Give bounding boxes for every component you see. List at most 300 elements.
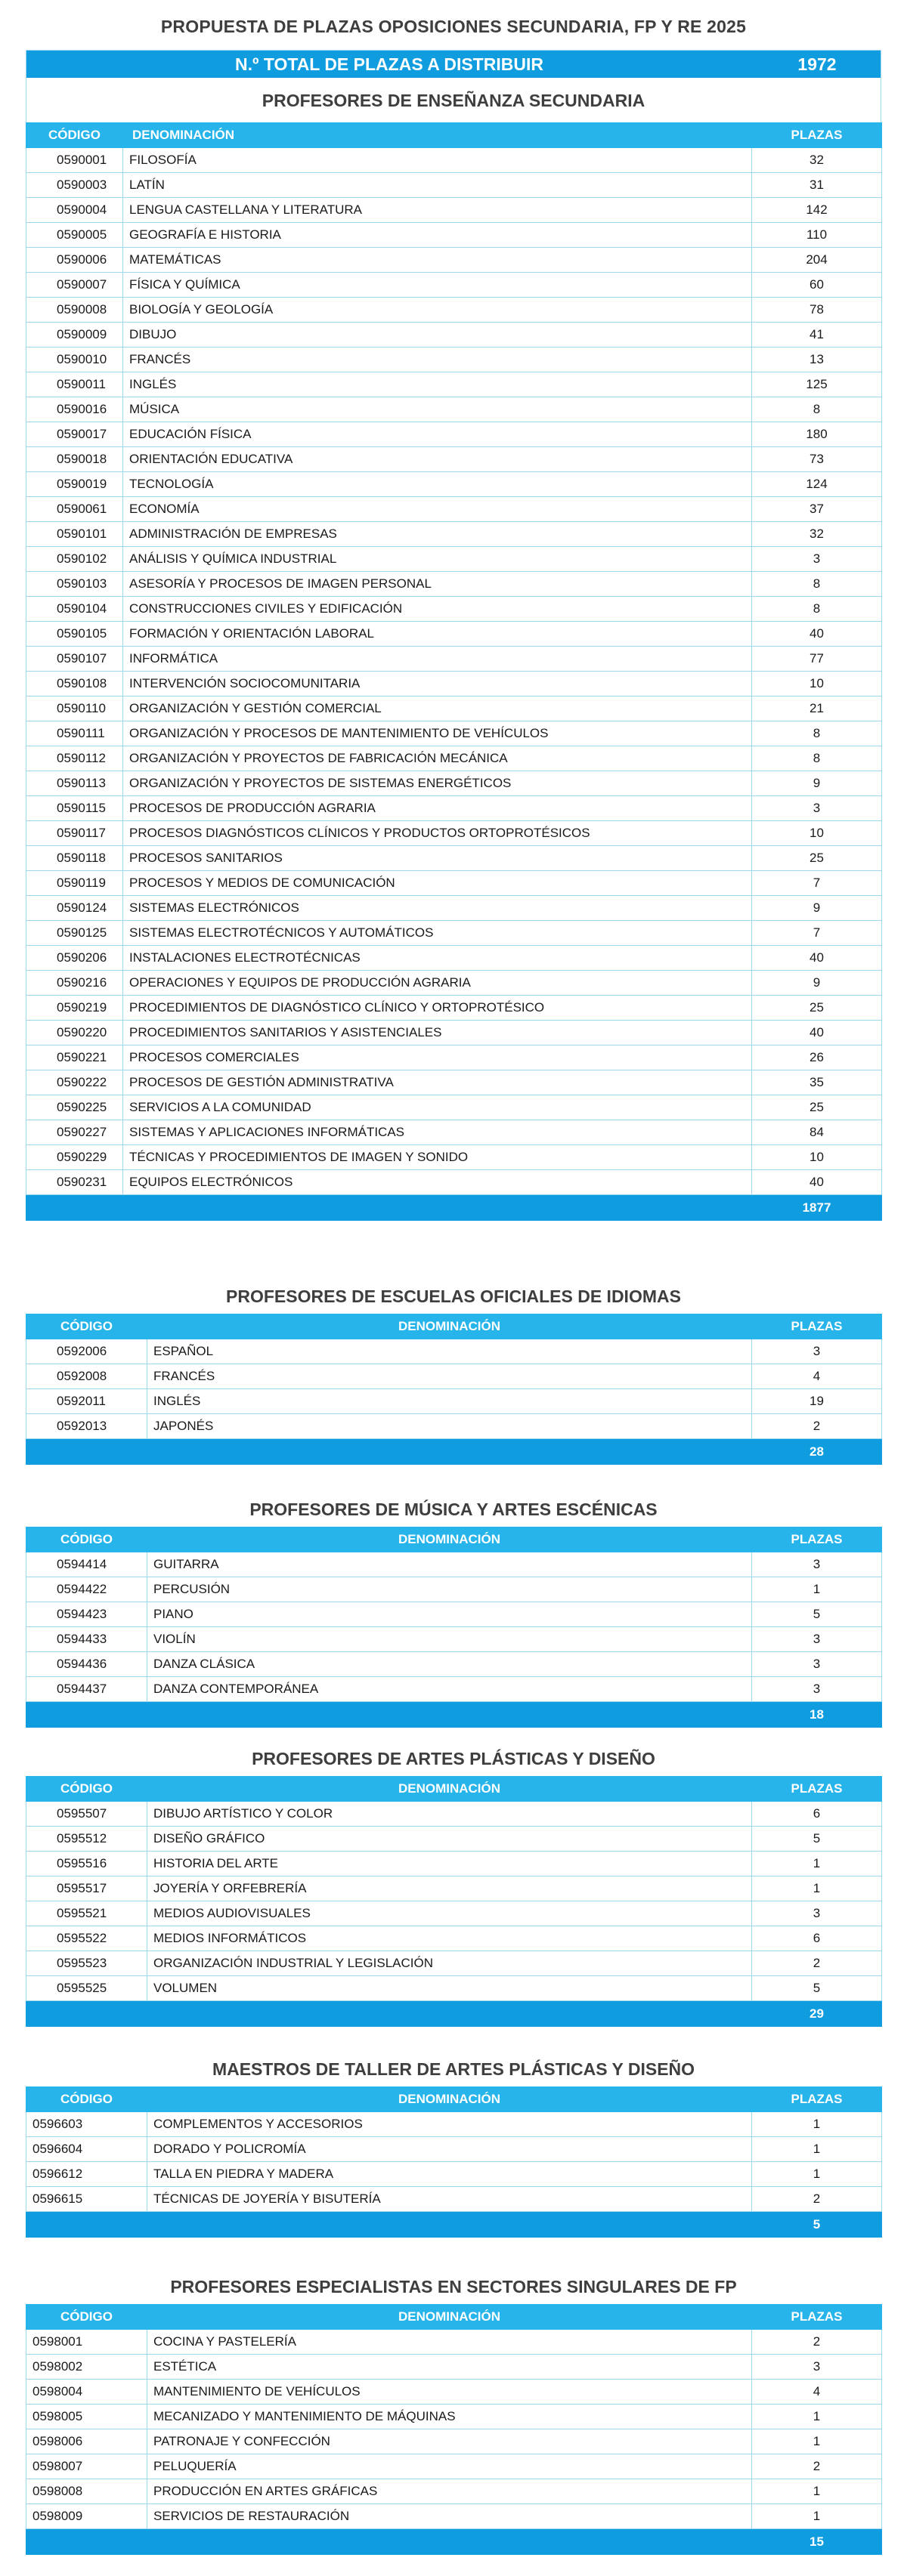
cell-code: 0590111 xyxy=(26,721,123,746)
cell-code: 0590101 xyxy=(26,522,123,547)
cell-code: 0590103 xyxy=(26,572,123,597)
cell-code: 0590003 xyxy=(26,173,123,198)
table-row xyxy=(26,422,882,447)
cell-seats: 1 xyxy=(752,2137,882,2162)
cell-code: 0592008 xyxy=(26,1364,147,1389)
cell-code: 0590229 xyxy=(26,1145,123,1170)
cell-seats: 2 xyxy=(752,1414,882,1439)
cell-name: ADMINISTRACIÓN DE EMPRESAS xyxy=(123,522,752,547)
table-row xyxy=(26,522,882,547)
cell-seats: 9 xyxy=(752,971,882,996)
cell-name: LATÍN xyxy=(123,173,752,198)
table-row xyxy=(26,622,882,647)
cell-seats: 1 xyxy=(752,2429,882,2454)
cell-name: ORGANIZACIÓN Y PROCESOS DE MANTENIMIENTO DE VEHÍCULOS xyxy=(123,721,752,746)
section-total: 18 xyxy=(752,1702,882,1728)
cell-code: 0595523 xyxy=(26,1951,147,1976)
section-1 xyxy=(26,50,881,1215)
cell-seats: 3 xyxy=(752,1627,882,1652)
cell-seats: 40 xyxy=(752,1021,882,1046)
column-header-code: CÓDIGO xyxy=(26,123,123,148)
cell-seats: 77 xyxy=(752,647,882,672)
section-title: PROFESORES DE ARTES PLÁSTICAS Y DISEÑO xyxy=(252,1749,655,1768)
cell-name: INTERVENCIÓN SOCIOCOMUNITARIA xyxy=(123,672,752,697)
cell-name: ORGANIZACIÓN INDUSTRIAL Y LEGISLACIÓN xyxy=(147,1951,752,1976)
cell-code: 0590108 xyxy=(26,672,123,697)
cell-code: 0594436 xyxy=(26,1652,147,1677)
cell-seats: 2 xyxy=(752,1951,882,1976)
cell-name: EQUIPOS ELECTRÓNICOS xyxy=(123,1170,752,1195)
table-row xyxy=(26,347,882,372)
cell-seats: 3 xyxy=(752,1552,882,1577)
cell-seats: 9 xyxy=(752,771,882,796)
table-row xyxy=(26,597,882,622)
cell-code: 0596612 xyxy=(26,2162,147,2187)
table-row xyxy=(26,1876,882,1901)
table-row xyxy=(26,1120,882,1145)
cell-seats: 41 xyxy=(752,323,882,347)
table-row xyxy=(26,2330,882,2355)
cell-seats: 142 xyxy=(752,198,882,223)
cell-code: 0590105 xyxy=(26,622,123,647)
cell-code: 0596604 xyxy=(26,2137,147,2162)
cell-name: FILOSOFÍA xyxy=(123,148,752,173)
section-total: 29 xyxy=(752,2001,882,2027)
total-row-spacer xyxy=(26,1702,752,1728)
table-row xyxy=(26,2137,882,2162)
cell-name: TALLA EN PIEDRA Y MADERA xyxy=(147,2162,752,2187)
table-row xyxy=(26,771,882,796)
cell-name: PROCEDIMIENTOS DE DIAGNÓSTICO CLÍNICO Y ORTOPROTÉSICO xyxy=(123,996,752,1021)
cell-code: 0595517 xyxy=(26,1876,147,1901)
cell-seats: 37 xyxy=(752,497,882,522)
cell-seats: 204 xyxy=(752,248,882,273)
table-row xyxy=(26,298,882,323)
cell-name: JOYERÍA Y ORFEBRERÍA xyxy=(147,1876,752,1901)
cell-name: ORIENTACIÓN EDUCATIVA xyxy=(123,447,752,472)
cell-code: 0590220 xyxy=(26,1021,123,1046)
cell-name: SISTEMAS Y APLICACIONES INFORMÁTICAS xyxy=(123,1120,752,1145)
cell-seats: 3 xyxy=(752,796,882,821)
cell-name: DORADO Y POLICROMÍA xyxy=(147,2137,752,2162)
table-row xyxy=(26,1364,882,1389)
cell-seats: 19 xyxy=(752,1389,882,1414)
cell-name: PROCESOS DE PRODUCCIÓN AGRARIA xyxy=(123,796,752,821)
cell-name: PROCEDIMIENTOS SANITARIOS Y ASISTENCIALES xyxy=(123,1021,752,1046)
total-row-spacer xyxy=(26,1439,752,1465)
column-header-seats: PLAZAS xyxy=(752,1777,882,1802)
cell-seats: 31 xyxy=(752,173,882,198)
table-header-row xyxy=(26,1527,882,1552)
cell-name: VOLUMEN xyxy=(147,1976,752,2001)
total-row xyxy=(26,1195,882,1221)
cell-code: 0594433 xyxy=(26,1627,147,1652)
total-banner xyxy=(26,50,881,124)
table-row xyxy=(26,1170,882,1195)
table-row xyxy=(26,2504,882,2529)
table-row xyxy=(26,1951,882,1976)
cell-name: GEOGRAFÍA E HISTORIA xyxy=(123,223,752,248)
cell-code: 0598001 xyxy=(26,2330,147,2355)
cell-code: 0590113 xyxy=(26,771,123,796)
cell-seats: 3 xyxy=(752,547,882,572)
table-row xyxy=(26,2429,882,2454)
cell-seats: 180 xyxy=(752,422,882,447)
cell-name: ORGANIZACIÓN Y GESTIÓN COMERCIAL xyxy=(123,697,752,721)
cell-seats: 21 xyxy=(752,697,882,721)
table-row xyxy=(26,1070,882,1095)
cell-name: BIOLOGÍA Y GEOLOGÍA xyxy=(123,298,752,323)
table-header-row xyxy=(26,2305,882,2330)
table-row xyxy=(26,397,882,422)
table-row xyxy=(26,2380,882,2405)
cell-seats: 10 xyxy=(752,821,882,846)
cell-name: COCINA Y PASTELERÍA xyxy=(147,2330,752,2355)
cell-seats: 3 xyxy=(752,1901,882,1926)
column-header-seats: PLAZAS xyxy=(752,2305,882,2330)
total-row xyxy=(26,2529,882,2555)
cell-code: 0590019 xyxy=(26,472,123,497)
table-row xyxy=(26,223,882,248)
column-header-seats: PLAZAS xyxy=(752,123,882,148)
cell-code: 0590225 xyxy=(26,1095,123,1120)
cell-seats: 8 xyxy=(752,397,882,422)
cell-code: 0590227 xyxy=(26,1120,123,1145)
cell-seats: 8 xyxy=(752,572,882,597)
cell-code: 0595525 xyxy=(26,1976,147,2001)
cell-code: 0598008 xyxy=(26,2479,147,2504)
cell-code: 0598007 xyxy=(26,2454,147,2479)
cell-seats: 3 xyxy=(752,2355,882,2380)
section-total: 1877 xyxy=(752,1195,882,1221)
cell-name: SERVICIOS DE RESTAURACIÓN xyxy=(147,2504,752,2529)
cell-seats: 5 xyxy=(752,1976,882,2001)
cell-name: FRANCÉS xyxy=(147,1364,752,1389)
table-row xyxy=(26,896,882,921)
table-row xyxy=(26,372,882,397)
cell-name: MATEMÁTICAS xyxy=(123,248,752,273)
cell-seats: 3 xyxy=(752,1677,882,1702)
total-banner-label: N.º TOTAL DE PLAZAS A DISTRIBUIR xyxy=(235,54,543,74)
table-header-row xyxy=(26,123,882,148)
cell-name: ANÁLISIS Y QUÍMICA INDUSTRIAL xyxy=(123,547,752,572)
column-header-name: DENOMINACIÓN xyxy=(147,1777,752,1802)
total-banner-value: 1972 xyxy=(797,54,837,74)
cell-seats: 3 xyxy=(752,1339,882,1364)
cell-seats: 5 xyxy=(752,1827,882,1852)
cell-seats: 13 xyxy=(752,347,882,372)
table-row xyxy=(26,447,882,472)
cell-code: 0590018 xyxy=(26,447,123,472)
cell-name: PROCESOS COMERCIALES xyxy=(123,1046,752,1070)
column-header-name: DENOMINACIÓN xyxy=(147,2087,752,2112)
table-row xyxy=(26,323,882,347)
cell-seats: 3 xyxy=(752,1652,882,1677)
cell-seats: 25 xyxy=(752,996,882,1021)
table-row xyxy=(26,871,882,896)
cell-code: 0590118 xyxy=(26,846,123,871)
column-header-seats: PLAZAS xyxy=(752,1527,882,1552)
cell-seats: 2 xyxy=(752,2454,882,2479)
cell-name: SERVICIOS A LA COMUNIDAD xyxy=(123,1095,752,1120)
table-row xyxy=(26,472,882,497)
cell-seats: 125 xyxy=(752,372,882,397)
cell-seats: 4 xyxy=(752,2380,882,2405)
column-header-code: CÓDIGO xyxy=(26,1314,147,1339)
table-row xyxy=(26,1145,882,1170)
cell-name: MANTENIMIENTO DE VEHÍCULOS xyxy=(147,2380,752,2405)
cell-name: INSTALACIONES ELECTROTÉCNICAS xyxy=(123,946,752,971)
cell-code: 0598004 xyxy=(26,2380,147,2405)
table-row xyxy=(26,2479,882,2504)
cell-code: 0592006 xyxy=(26,1339,147,1364)
cell-name: PELUQUERÍA xyxy=(147,2454,752,2479)
table-row xyxy=(26,1926,882,1951)
cell-code: 0595522 xyxy=(26,1926,147,1951)
cell-code: 0590102 xyxy=(26,547,123,572)
cell-code: 0595516 xyxy=(26,1852,147,1876)
section-title: PROFESORES ESPECIALISTAS EN SECTORES SINGULARES DE FP xyxy=(170,2277,737,2296)
table-row xyxy=(26,647,882,672)
column-header-name: DENOMINACIÓN xyxy=(147,1314,752,1339)
cell-seats: 73 xyxy=(752,447,882,472)
seats-table xyxy=(26,122,882,1221)
table-row xyxy=(26,1901,882,1926)
total-banner-bar xyxy=(26,51,881,78)
cell-code: 0598002 xyxy=(26,2355,147,2380)
total-row xyxy=(26,2212,882,2238)
cell-code: 0595521 xyxy=(26,1901,147,1926)
cell-name: DANZA CONTEMPORÁNEA xyxy=(147,1677,752,1702)
cell-seats: 2 xyxy=(752,2330,882,2355)
table-row xyxy=(26,971,882,996)
seats-table xyxy=(26,1776,882,2027)
cell-seats: 4 xyxy=(752,1364,882,1389)
cell-name: SISTEMAS ELECTROTÉCNICOS Y AUTOMÁTICOS xyxy=(123,921,752,946)
cell-seats: 5 xyxy=(752,1602,882,1627)
table-row xyxy=(26,1389,882,1414)
cell-name: ORGANIZACIÓN Y PROYECTOS DE SISTEMAS ENERGÉTICOS xyxy=(123,771,752,796)
cell-name: ASESORÍA Y PROCESOS DE IMAGEN PERSONAL xyxy=(123,572,752,597)
table-row xyxy=(26,846,882,871)
cell-name: TÉCNICAS DE JOYERÍA Y BISUTERÍA xyxy=(147,2187,752,2212)
section-title: PROFESORES DE ENSEÑANZA SECUNDARIA xyxy=(26,78,881,123)
column-header-name: DENOMINACIÓN xyxy=(123,123,752,148)
table-row xyxy=(26,547,882,572)
seats-table xyxy=(26,1314,882,1465)
total-row xyxy=(26,1439,882,1465)
table-row xyxy=(26,1339,882,1364)
cell-seats: 1 xyxy=(752,2504,882,2529)
table-row xyxy=(26,572,882,597)
cell-code: 0590222 xyxy=(26,1070,123,1095)
cell-name: DISEÑO GRÁFICO xyxy=(147,1827,752,1852)
column-header-name: DENOMINACIÓN xyxy=(147,2305,752,2330)
table-row xyxy=(26,173,882,198)
cell-code: 0590001 xyxy=(26,148,123,173)
cell-code: 0590112 xyxy=(26,746,123,771)
table-row xyxy=(26,1627,882,1652)
cell-name: MEDIOS INFORMÁTICOS xyxy=(147,1926,752,1951)
table-header-row xyxy=(26,2087,882,2112)
table-row xyxy=(26,1677,882,1702)
table-row xyxy=(26,2355,882,2380)
total-row-spacer xyxy=(26,2212,752,2238)
cell-name: PERCUSIÓN xyxy=(147,1577,752,1602)
table-row xyxy=(26,721,882,746)
table-row xyxy=(26,796,882,821)
cell-code: 0596615 xyxy=(26,2187,147,2212)
cell-code: 0590004 xyxy=(26,198,123,223)
cell-code: 0590011 xyxy=(26,372,123,397)
table-row xyxy=(26,1802,882,1827)
cell-seats: 10 xyxy=(752,1145,882,1170)
cell-seats: 110 xyxy=(752,223,882,248)
cell-seats: 6 xyxy=(752,1926,882,1951)
cell-seats: 124 xyxy=(752,472,882,497)
table-header-row xyxy=(26,1314,882,1339)
cell-name: TECNOLOGÍA xyxy=(123,472,752,497)
cell-name: HISTORIA DEL ARTE xyxy=(147,1852,752,1876)
table-row xyxy=(26,2454,882,2479)
column-header-name: DENOMINACIÓN xyxy=(147,1527,752,1552)
cell-code: 0590221 xyxy=(26,1046,123,1070)
cell-code: 0596603 xyxy=(26,2112,147,2137)
table-row xyxy=(26,273,882,298)
table-row xyxy=(26,148,882,173)
cell-seats: 60 xyxy=(752,273,882,298)
cell-seats: 1 xyxy=(752,2112,882,2137)
cell-code: 0590017 xyxy=(26,422,123,447)
table-row xyxy=(26,2405,882,2429)
cell-code: 0590117 xyxy=(26,821,123,846)
cell-code: 0594422 xyxy=(26,1577,147,1602)
table-row xyxy=(26,2187,882,2212)
section-title: PROFESORES DE ESCUELAS OFICIALES DE IDIOMAS xyxy=(226,1286,681,1306)
cell-name: INFORMÁTICA xyxy=(123,647,752,672)
cell-seats: 10 xyxy=(752,672,882,697)
cell-seats: 32 xyxy=(752,522,882,547)
cell-code: 0590008 xyxy=(26,298,123,323)
cell-seats: 8 xyxy=(752,746,882,771)
section-title: PROFESORES DE MÚSICA Y ARTES ESCÉNICAS xyxy=(249,1500,658,1519)
column-header-seats: PLAZAS xyxy=(752,1314,882,1339)
cell-code: 0592011 xyxy=(26,1389,147,1414)
table-row xyxy=(26,1046,882,1070)
cell-code: 0590010 xyxy=(26,347,123,372)
cell-name: PROCESOS DIAGNÓSTICOS CLÍNICOS Y PRODUCTOS ORTOPROTÉSICOS xyxy=(123,821,752,846)
table-row xyxy=(26,672,882,697)
cell-name: JAPONÉS xyxy=(147,1414,752,1439)
cell-code: 0590007 xyxy=(26,273,123,298)
cell-code: 0590009 xyxy=(26,323,123,347)
cell-name: ESTÉTICA xyxy=(147,2355,752,2380)
cell-name: GUITARRA xyxy=(147,1552,752,1577)
cell-code: 0595507 xyxy=(26,1802,147,1827)
cell-name: INGLÉS xyxy=(147,1389,752,1414)
table-row xyxy=(26,697,882,721)
table-row xyxy=(26,1827,882,1852)
cell-name: MÚSICA xyxy=(123,397,752,422)
cell-seats: 35 xyxy=(752,1070,882,1095)
table-row xyxy=(26,1976,882,2001)
table-row xyxy=(26,497,882,522)
section-total: 15 xyxy=(752,2529,882,2555)
cell-code: 0592013 xyxy=(26,1414,147,1439)
cell-seats: 40 xyxy=(752,946,882,971)
cell-seats: 8 xyxy=(752,721,882,746)
cell-name: LENGUA CASTELLANA Y LITERATURA xyxy=(123,198,752,223)
cell-name: MEDIOS AUDIOVISUALES xyxy=(147,1901,752,1926)
total-row-spacer xyxy=(26,1195,752,1221)
cell-name: ECONOMÍA xyxy=(123,497,752,522)
cell-seats: 2 xyxy=(752,2187,882,2212)
table-row xyxy=(26,1652,882,1677)
cell-name: DIBUJO ARTÍSTICO Y COLOR xyxy=(147,1802,752,1827)
table-row xyxy=(26,1414,882,1439)
column-header-code: CÓDIGO xyxy=(26,1777,147,1802)
table-row xyxy=(26,198,882,223)
table-row xyxy=(26,1552,882,1577)
table-row xyxy=(26,1602,882,1627)
cell-name: TÉCNICAS Y PROCEDIMIENTOS DE IMAGEN Y SONIDO xyxy=(123,1145,752,1170)
cell-name: OPERACIONES Y EQUIPOS DE PRODUCCIÓN AGRARIA xyxy=(123,971,752,996)
cell-code: 0590231 xyxy=(26,1170,123,1195)
cell-seats: 7 xyxy=(752,921,882,946)
cell-seats: 84 xyxy=(752,1120,882,1145)
cell-code: 0598009 xyxy=(26,2504,147,2529)
column-header-code: CÓDIGO xyxy=(26,2305,147,2330)
cell-code: 0598005 xyxy=(26,2405,147,2429)
cell-code: 0590006 xyxy=(26,248,123,273)
cell-code: 0590005 xyxy=(26,223,123,248)
seats-table xyxy=(26,2304,882,2555)
cell-name: SISTEMAS ELECTRÓNICOS xyxy=(123,896,752,921)
cell-seats: 32 xyxy=(752,148,882,173)
section-title: MAESTROS DE TALLER DE ARTES PLÁSTICAS Y DISEÑO xyxy=(212,2059,695,2079)
cell-name: MECANIZADO Y MANTENIMIENTO DE MÁQUINAS xyxy=(147,2405,752,2429)
cell-seats: 25 xyxy=(752,846,882,871)
total-row-spacer xyxy=(26,2529,752,2555)
cell-name: CONSTRUCCIONES CIVILES Y EDIFICACIÓN xyxy=(123,597,752,622)
cell-seats: 1 xyxy=(752,2162,882,2187)
cell-name: DANZA CLÁSICA xyxy=(147,1652,752,1677)
cell-seats: 40 xyxy=(752,622,882,647)
table-row xyxy=(26,2112,882,2137)
cell-name: EDUCACIÓN FÍSICA xyxy=(123,422,752,447)
cell-code: 0590219 xyxy=(26,996,123,1021)
cell-seats: 1 xyxy=(752,1852,882,1876)
table-row xyxy=(26,946,882,971)
cell-seats: 8 xyxy=(752,597,882,622)
cell-name: PROCESOS SANITARIOS xyxy=(123,846,752,871)
cell-name: PRODUCCIÓN EN ARTES GRÁFICAS xyxy=(147,2479,752,2504)
seats-table xyxy=(26,1527,882,1728)
cell-code: 0590107 xyxy=(26,647,123,672)
cell-code: 0590206 xyxy=(26,946,123,971)
table-row xyxy=(26,746,882,771)
cell-code: 0598006 xyxy=(26,2429,147,2454)
cell-name: DIBUJO xyxy=(123,323,752,347)
cell-seats: 1 xyxy=(752,2479,882,2504)
total-row-spacer xyxy=(26,2001,752,2027)
table-row xyxy=(26,996,882,1021)
cell-code: 0590115 xyxy=(26,796,123,821)
cell-name: FORMACIÓN Y ORIENTACIÓN LABORAL xyxy=(123,622,752,647)
cell-seats: 1 xyxy=(752,1577,882,1602)
table-row xyxy=(26,821,882,846)
column-header-code: CÓDIGO xyxy=(26,1527,147,1552)
